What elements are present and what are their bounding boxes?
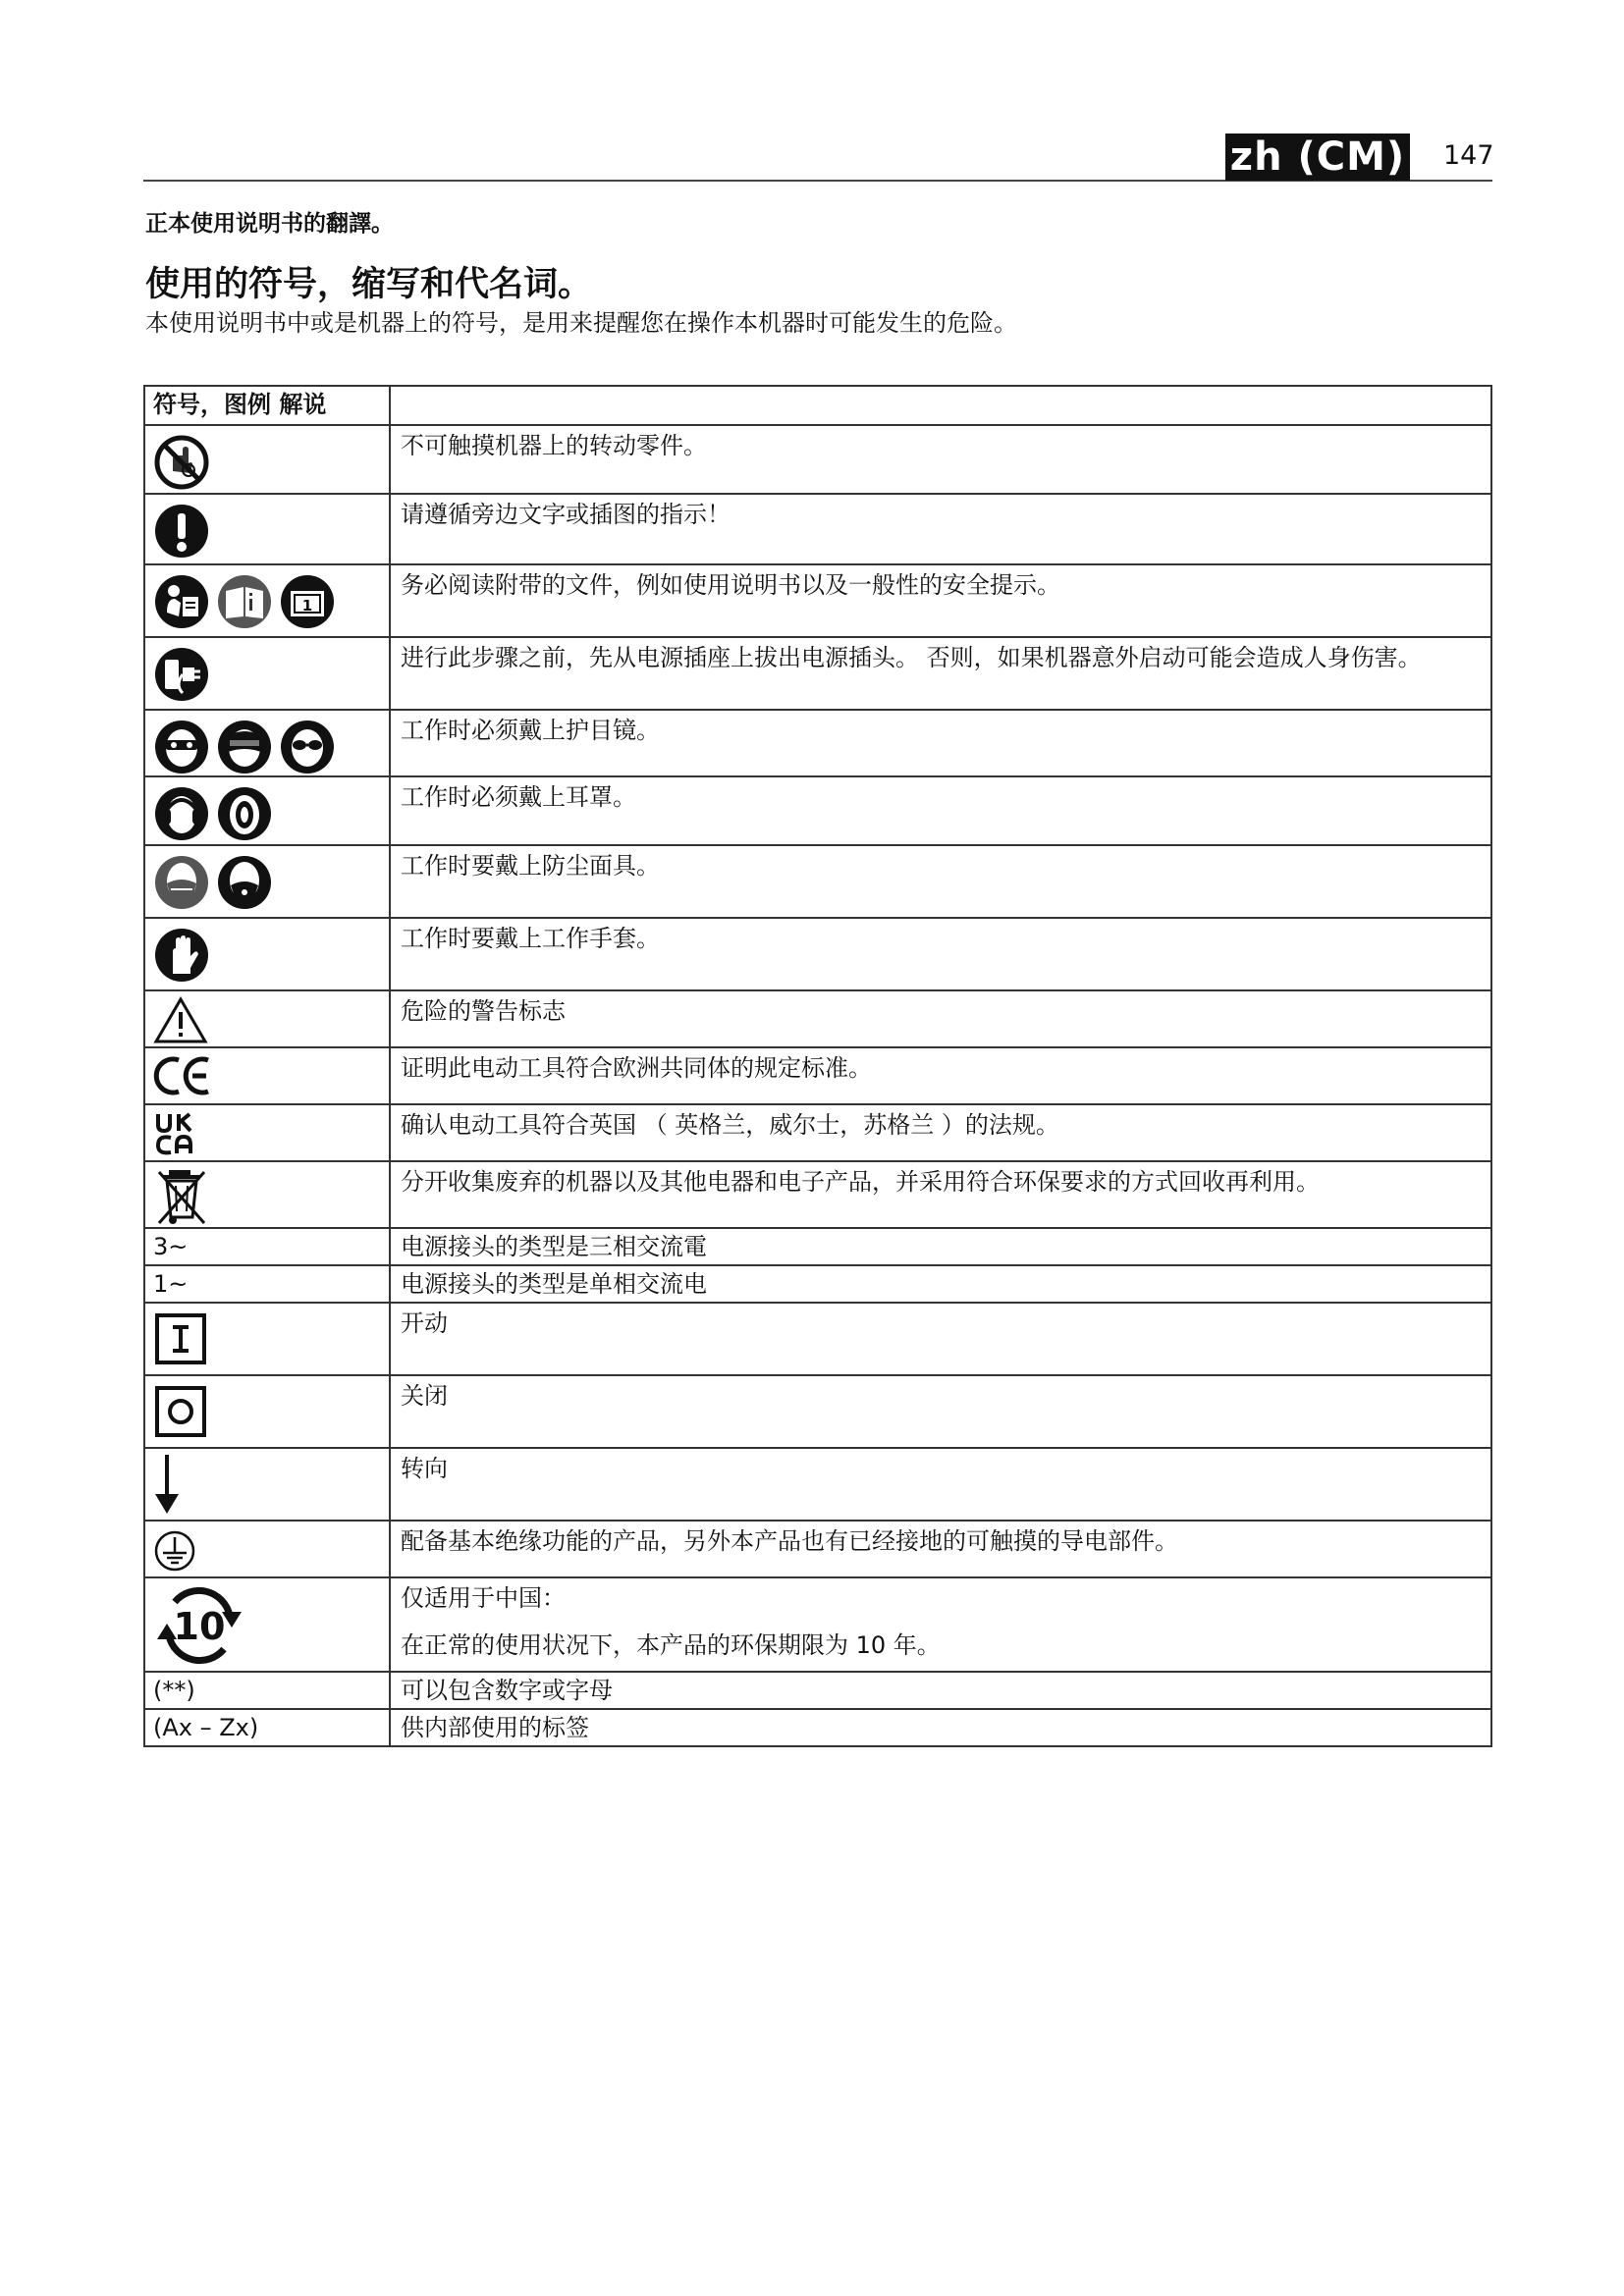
row-description: 关闭 <box>390 1375 1491 1448</box>
row-description: 工作时要戴上防尘面具。 <box>390 845 1491 918</box>
table-row <box>144 494 1491 564</box>
row-description: 仅适用于中国： <box>401 1584 566 1612</box>
page-number: 147 <box>1443 140 1494 171</box>
table-row <box>144 1104 1491 1161</box>
protective-earth-icon <box>153 1529 196 1573</box>
table-row <box>144 710 1491 776</box>
dust-mask-icon <box>153 854 210 911</box>
row-description: 工作时必须戴上护目镜。 <box>390 710 1491 776</box>
symbol-text-three-phase: 3~ <box>144 1228 390 1265</box>
row-description: 工作时要戴上工作手套。 <box>390 918 1491 990</box>
row-description: 工作时必须戴上耳罩。 <box>390 776 1491 845</box>
power-off-icon <box>153 1384 208 1439</box>
row-description: 转向 <box>390 1448 1491 1521</box>
table-row <box>144 1265 1491 1303</box>
ukca-mark-icon <box>153 1111 202 1156</box>
row-description: 电源接头的类型是单相交流电 <box>390 1265 1491 1303</box>
safety-goggles-icon <box>153 719 210 775</box>
table-row <box>144 1448 1491 1521</box>
ce-mark-icon <box>153 1054 212 1097</box>
table-row <box>144 1228 1491 1265</box>
weee-bin-icon <box>153 1166 210 1227</box>
warning-triangle-icon <box>153 995 208 1044</box>
power-on-icon <box>153 1311 208 1366</box>
svg-text:1: 1 <box>301 597 313 614</box>
face-shield-icon <box>216 719 273 775</box>
table-row <box>144 637 1491 710</box>
table-row <box>144 1047 1491 1104</box>
row-description: 可以包含数字或字母 <box>390 1672 1491 1709</box>
translation-note: 正本使用说明书的翻譯。 <box>145 211 394 237</box>
section-intro: 本使用说明书中或是机器上的符号，是用来提醒您在操作本机器时可能发生的危险。 <box>145 309 1017 337</box>
language-badge: zh (CM) <box>1225 133 1410 181</box>
section-title: 使用的符号，缩写和代名词。 <box>145 265 593 304</box>
table-row <box>144 1303 1491 1375</box>
row-description: 电源接头的类型是三相交流電 <box>390 1228 1491 1265</box>
exclamation-icon <box>153 503 210 560</box>
environmental-protection-period-10-icon <box>153 1582 245 1669</box>
table-row <box>144 990 1491 1047</box>
row-description: 证明此电动工具符合欧洲共同体的规定标准。 <box>390 1047 1491 1104</box>
symbols-table <box>143 385 1492 1747</box>
manual-booklet-icon <box>279 573 336 630</box>
unplug-icon <box>153 646 210 703</box>
table-header-row <box>144 386 1491 425</box>
no-touch-rotating-parts-icon <box>153 434 210 491</box>
row-description: 分开收集废弃的机器以及其他电器和电子产品，并采用符合环保要求的方式回收再利用。 <box>390 1161 1491 1228</box>
table-row <box>144 1577 1491 1672</box>
table-row <box>144 1161 1491 1228</box>
table-row <box>144 776 1491 845</box>
table-header-symbol: 符号，图例 解说 <box>144 386 390 425</box>
symbol-text-internal-label: (Ax – Zx) <box>144 1709 390 1746</box>
table-row <box>144 1375 1491 1448</box>
table-row <box>144 564 1491 637</box>
environmental-protection-period-label: 10 <box>173 1605 226 1648</box>
ear-protection-icon <box>216 785 273 842</box>
row-description: 不可触摸机器上的转动零件。 <box>390 425 1491 494</box>
respirator-icon <box>216 854 273 911</box>
table-row <box>144 1672 1491 1709</box>
row-description: 确认电动工具符合英国 （ 英格兰，威尔士，苏格兰 ）的法规。 <box>390 1104 1491 1161</box>
gloves-icon <box>153 927 210 984</box>
row-description: 供内部使用的标签 <box>390 1709 1491 1746</box>
read-manual-icon <box>153 573 210 630</box>
symbol-text-placeholder: (**) <box>144 1672 390 1709</box>
ear-muffs-icon <box>153 785 210 842</box>
rotation-direction-arrow-icon <box>153 1453 189 1516</box>
row-description: 危险的警告标志 <box>390 990 1491 1047</box>
table-row <box>144 845 1491 918</box>
row-description: 配备基本绝缘功能的产品，另外本产品也有已经接地的可触摸的导电部件。 <box>390 1521 1491 1577</box>
table-header-description <box>390 386 1491 425</box>
row-description: 请遵循旁边文字或插图的指示！ <box>390 494 1491 564</box>
symbol-text-single-phase: 1~ <box>144 1265 390 1303</box>
table-row <box>144 1521 1491 1577</box>
row-description: 务必阅读附带的文件，例如使用说明书以及一般性的安全提示。 <box>390 564 1491 637</box>
row-description: 开动 <box>390 1303 1491 1375</box>
manual-book-icon <box>216 573 273 630</box>
table-row <box>144 425 1491 494</box>
table-row <box>144 1709 1491 1746</box>
safety-glasses-icon <box>279 719 336 775</box>
row-description: 进行此步骤之前，先从电源插座上拔出电源插头。 否则，如果机器意外启动可能会造成人身伤害。 <box>390 637 1491 710</box>
row-description-detail: 在正常的使用状况下，本产品的环保期限为 10 年。 <box>401 1631 941 1659</box>
table-row <box>144 918 1491 990</box>
